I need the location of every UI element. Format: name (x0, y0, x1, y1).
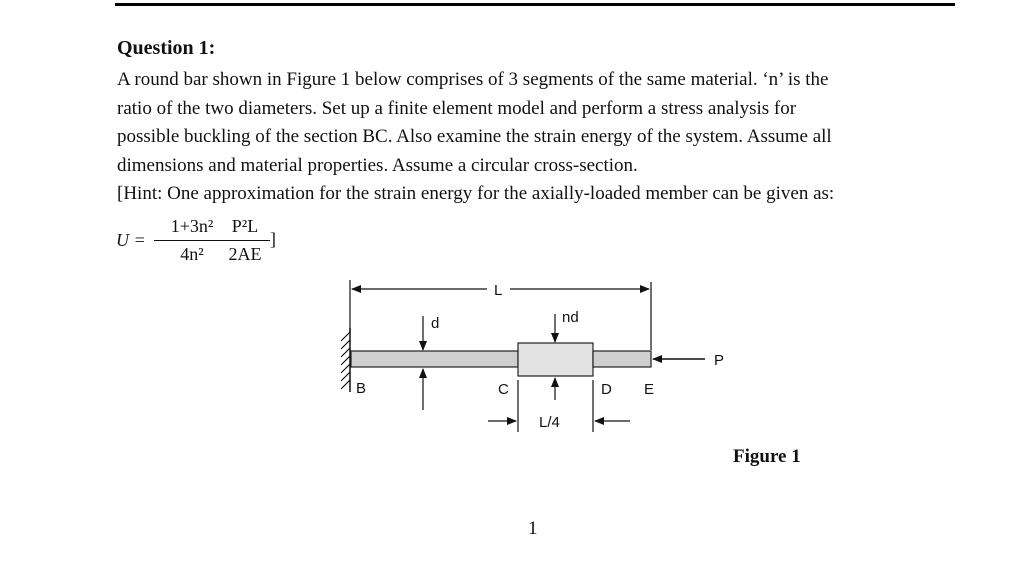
top-rule (115, 3, 955, 6)
fraction-2-bar (220, 240, 270, 241)
fraction-1-numerator: 1+3n² (170, 216, 214, 236)
label-d: d (431, 315, 440, 332)
page-number: 1 (528, 518, 538, 539)
label-E: E (644, 381, 655, 398)
fixed-wall (341, 328, 350, 392)
label-P: P (714, 352, 725, 369)
formula-lhs: U = (116, 230, 146, 250)
label-D: D (601, 381, 612, 398)
bar-segment-bc (351, 351, 518, 367)
question-line: [Hint: One approximation for the strain energy for the axially-loaded member can be given as: (117, 183, 835, 205)
label-C: C (498, 381, 509, 398)
label-L4: L/4 (539, 414, 560, 431)
bar-figure (330, 270, 750, 440)
fraction-2-denominator: 2AE (228, 244, 262, 264)
label-B: B (356, 380, 367, 397)
formula-fraction-1 (154, 216, 230, 265)
formula-fraction-2 (220, 216, 270, 265)
question-heading: Question 1: (117, 37, 216, 59)
figure-caption: Figure 1 (733, 446, 801, 467)
fraction-2-numerator: P²L (231, 216, 259, 236)
bar-segment-cd (518, 343, 593, 376)
question-line: dimensions and material properties. Assume a circular cross-section. (117, 154, 638, 176)
question-line: ratio of the two diameters. Set up a finite element model and perform a stress analysis for (117, 97, 797, 119)
question-text (117, 66, 957, 209)
formula-close-bracket: ] (270, 229, 276, 249)
label-nd: nd (562, 309, 579, 326)
question-line: possible buckling of the section BC. Also examine the strain energy of the system. Assume all (117, 126, 832, 148)
question-line: A round bar shown in Figure 1 below comprises of 3 segments of the same material. ‘n’ is the (117, 69, 829, 90)
fraction-1-denominator: 4n² (180, 244, 204, 264)
bar-segment-de (593, 351, 651, 367)
label-L: L (494, 282, 503, 299)
fraction-1-bar (154, 240, 230, 241)
